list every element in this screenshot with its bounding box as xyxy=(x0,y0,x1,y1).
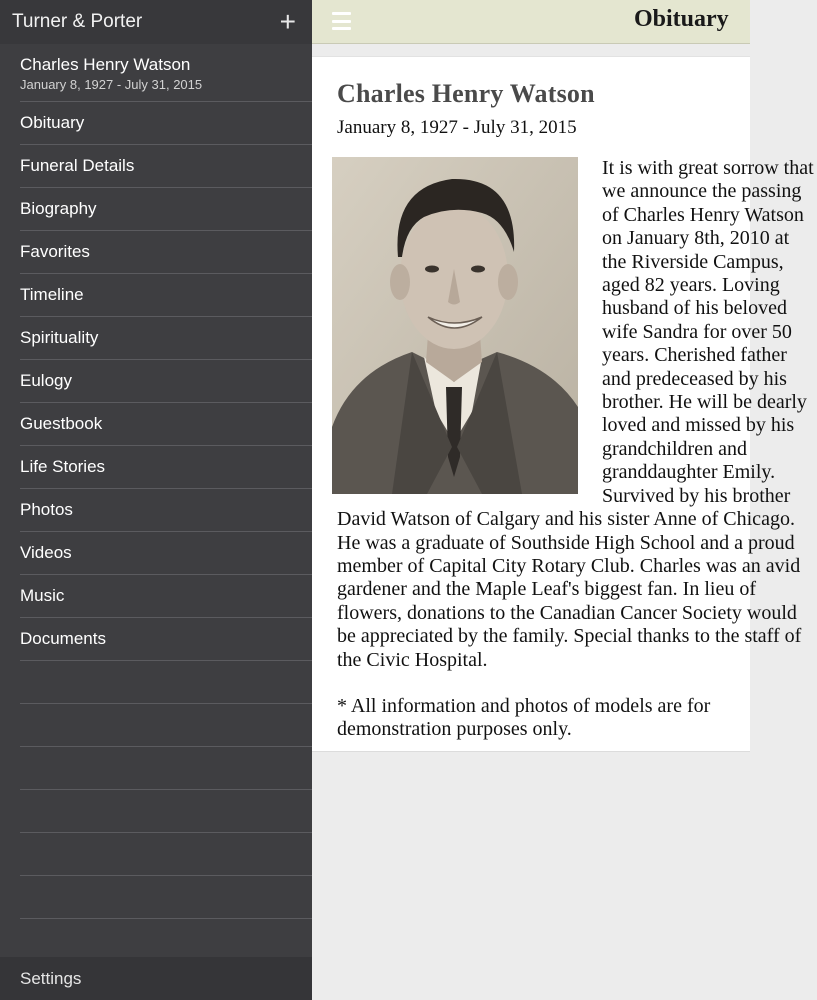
sidebar-item-funeral-details[interactable]: Funeral Details xyxy=(20,145,312,188)
empty-row xyxy=(20,919,312,962)
settings-button[interactable]: Settings xyxy=(0,957,312,1000)
person-dates: January 8, 1927 - July 31, 2015 xyxy=(20,77,203,92)
obituary-dates: January 8, 1927 - July 31, 2015 xyxy=(337,117,577,138)
sidebar-item-eulogy[interactable]: Eulogy xyxy=(20,360,312,403)
sidebar-item-guestbook[interactable]: Guestbook xyxy=(20,403,312,446)
obituary-card xyxy=(312,56,814,752)
sidebar-header xyxy=(0,0,312,44)
page-title: Obituary xyxy=(634,6,729,32)
sidebar-item-biography[interactable]: Biography xyxy=(20,188,312,231)
sidebar-item-documents[interactable]: Documents xyxy=(20,618,312,661)
empty-row xyxy=(20,833,312,876)
person-item[interactable] xyxy=(20,44,312,102)
empty-row xyxy=(20,661,312,704)
sidebar-item-life-stories[interactable]: Life Stories xyxy=(20,446,312,489)
obituary-text: It is with great sorrow that we announce the passing of Charles Henry Watson on January 8th, 2010 at the Riverside Campus, aged 82 years. Loving husband of his beloved wife Sandra for over 50 years. Cherished father and predeceased by his brother. He will be dearly loved and missed by his grandchildren and granddaughter Emily. Survived by his brother David Watson of Calgary and his sister Anne of Chicago. He was a graduate of Southside High School and a proud member of Capital City Rotary Club. Charles was an avid gardener and the Maple Leaf's biggest fan. In lieu of flowers, donations to the Canadian Cancer Society would be appreciated by the family. Special thanks to the staff of the Civic Hospital. xyxy=(337,157,814,671)
app-title: Turner & Porter xyxy=(12,11,143,32)
empty-row xyxy=(20,704,312,747)
sidebar-item-obituary[interactable]: Obituary xyxy=(20,102,312,145)
empty-row xyxy=(20,747,312,790)
sidebar xyxy=(0,0,312,1000)
sidebar-item-photos[interactable]: Photos xyxy=(20,489,312,532)
empty-row xyxy=(20,876,312,919)
sidebar-item-music[interactable]: Music xyxy=(20,575,312,618)
hamburger-menu-icon[interactable] xyxy=(332,12,351,30)
plus-icon[interactable]: + xyxy=(279,6,296,37)
sidebar-item-favorites[interactable]: Favorites xyxy=(20,231,312,274)
portrait-photo xyxy=(332,157,578,494)
sidebar-item-spirituality[interactable]: Spirituality xyxy=(20,317,312,360)
obituary-name: Charles Henry Watson xyxy=(337,79,595,108)
nav-list xyxy=(0,102,312,962)
main-panel xyxy=(312,0,814,1000)
empty-row xyxy=(20,790,312,833)
sidebar-item-videos[interactable]: Videos xyxy=(20,532,312,575)
top-bar xyxy=(312,0,750,44)
person-name: Charles Henry Watson xyxy=(20,55,191,74)
disclaimer-note: * All information and photos of models are for demonstration purposes only. xyxy=(337,694,711,740)
sidebar-item-timeline[interactable]: Timeline xyxy=(20,274,312,317)
